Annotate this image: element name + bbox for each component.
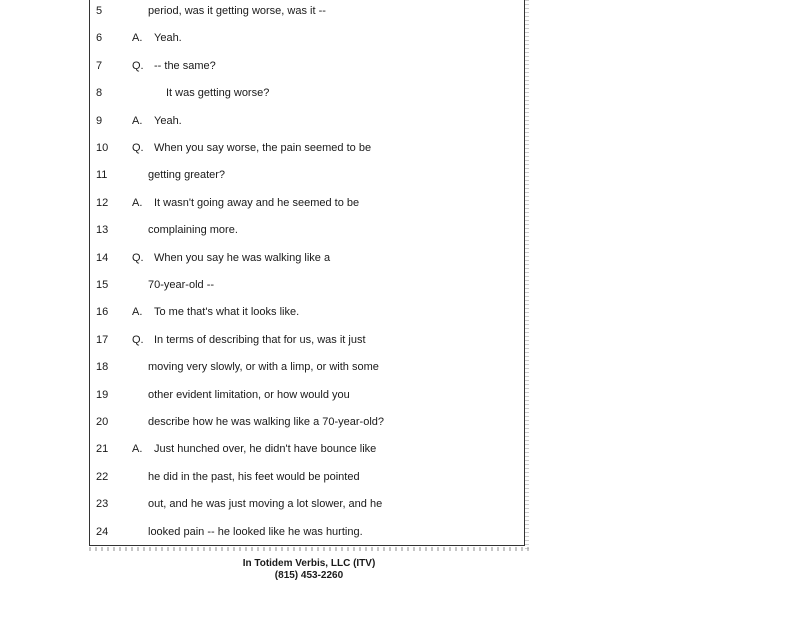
line-number: 15 [96, 279, 109, 291]
transcript-line [0, 358, 520, 376]
line-number: 10 [96, 142, 109, 154]
transcript-line [0, 303, 520, 321]
line-text: In terms of describing that for us, was it just [154, 333, 366, 346]
scan-bottom-noise [89, 547, 529, 551]
line-number: 6 [96, 32, 103, 45]
line-number: 14 [96, 251, 109, 264]
line-text: Yeah. [154, 114, 182, 127]
line-number: 12 [96, 196, 109, 209]
speaker-label: Q. [132, 333, 144, 346]
line-text: When you say worse, the pain seemed to be [154, 142, 372, 154]
line-text: Yeah. [154, 32, 182, 45]
line-text: Just hunched over, he didn't have bounce like [154, 443, 377, 456]
transcript-line [0, 29, 520, 47]
line-text: looked pain -- he looked like he was hurting. [148, 525, 363, 538]
line-number: 23 [96, 498, 109, 511]
scan-edge-noise [525, 0, 529, 552]
line-number: 16 [96, 306, 109, 319]
line-text: moving very slowly, or with a limp, or with some [148, 361, 379, 374]
line-text: other evident limitation, or how would you [148, 388, 350, 401]
transcript-line [0, 523, 520, 541]
transcript-line [0, 57, 520, 75]
speaker-label: Q. [132, 142, 144, 154]
line-number: 24 [96, 525, 109, 538]
transcript-line [0, 112, 520, 130]
line-number: 8 [96, 87, 103, 100]
line-number: 21 [96, 443, 109, 456]
line-number: 13 [96, 224, 109, 237]
line-text: he did in the past, his feet would be pointed [148, 470, 360, 483]
transcript-line [0, 440, 520, 458]
line-text: period, was it getting worse, was it -- [148, 5, 326, 17]
line-text: 70-year-old -- [148, 279, 215, 291]
transcript-line [0, 249, 520, 267]
line-text: To me that's what it looks like. [154, 306, 300, 319]
line-number: 20 [96, 416, 109, 428]
speaker-label: A. [132, 196, 143, 209]
footer-company: In Totidem Verbis, LLC (ITV) [242, 558, 376, 569]
transcript-line [0, 2, 520, 20]
transcript-line [0, 495, 520, 513]
transcript-line [0, 194, 520, 212]
line-text: getting greater? [148, 169, 226, 182]
line-text: -- the same? [154, 59, 216, 72]
transcript-line [0, 331, 520, 349]
line-number: 17 [96, 333, 109, 346]
line-number: 19 [96, 388, 109, 401]
line-number: 5 [96, 5, 103, 17]
speaker-label: Q. [132, 251, 144, 264]
line-number: 22 [96, 470, 109, 483]
speaker-label: A. [132, 114, 143, 127]
transcript-line [0, 468, 520, 486]
transcript-line [0, 166, 520, 184]
line-text: describe how he was walking like a 70-year-old? [148, 416, 385, 428]
line-text: It wasn't going away and he seemed to be [154, 196, 360, 209]
speaker-label: A. [132, 32, 143, 45]
line-number: 7 [96, 59, 103, 72]
transcript-line [0, 139, 520, 157]
line-number: 11 [96, 169, 108, 182]
footer-phone: (815) 453-2260 [274, 570, 344, 581]
transcript-page-border [89, 0, 525, 546]
line-number: 9 [96, 114, 103, 127]
speaker-label: Q. [132, 59, 144, 72]
speaker-label: A. [132, 306, 143, 319]
line-text: complaining more. [148, 224, 238, 237]
speaker-label: A. [132, 443, 143, 456]
transcript-line [0, 84, 520, 102]
line-text: out, and he was just moving a lot slower, and he [148, 498, 383, 511]
line-text: It was getting worse? [166, 87, 270, 100]
transcript-line [0, 413, 520, 431]
transcript-line [0, 221, 520, 239]
transcript-line [0, 276, 520, 294]
transcript-line [0, 386, 520, 404]
line-text: When you say he was walking like a [154, 251, 331, 264]
line-number: 18 [96, 361, 109, 374]
